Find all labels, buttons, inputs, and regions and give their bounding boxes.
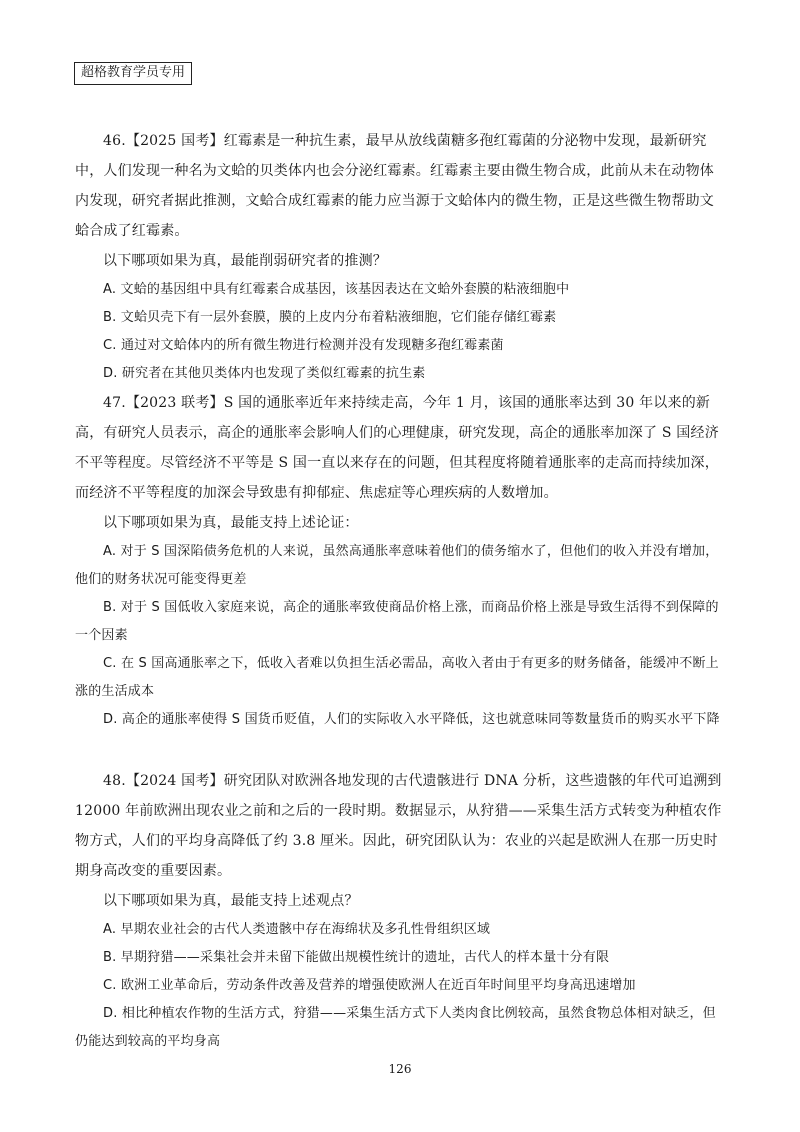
option-c: C. 欧洲工业革命后，劳动条件改善及营养的增强使欧洲人在近百年时间里平均身高迅速增加 xyxy=(103,978,636,993)
option-c: C. 在 S 国高通胀率之下，低收入者难以负担生活必需品，高收入者由于有更多的财务储备，能缓冲不断上涨的生活成本 xyxy=(75,656,719,699)
option-d: D. 相比种植农作物的生活方式，狩猎——采集生活方式下人类肉食比例较高，虽然食物总体相对缺乏，但仍能达到较高的平均身高 xyxy=(75,1006,716,1049)
question-47 xyxy=(75,388,727,734)
question-prompt: 以下哪项如果为真，最能支持上述观点？ xyxy=(103,893,359,909)
option-a: A. 文蛤的基因组中具有红霉素合成基因，该基因表达在文蛤外套膜的粘液细胞中 xyxy=(103,282,570,297)
header-label: 超格教育学员专用 xyxy=(74,62,192,85)
question-stem: 48.【2024 国考】研究团队对欧洲各地发现的古代遗骸进行 DNA 分析，这些遗骸的年代可追溯到 12000 年前欧洲出现农业之前和之后的一段时期。数据显示，从狩猎——采集生活方式转变为种植农作物方式，人们的平均身高降低了约 3.8 厘米。因此，研究团队认为：农业的兴起是欧洲人在那一历史时期身高改变的重要因素。 xyxy=(75,773,722,879)
option-d: D. 高企的通胀率使得 S 国货币贬值，人们的实际收入水平降低，这也就意味同等数量货币的购买水平下降 xyxy=(103,712,720,727)
option-d: D. 研究者在其他贝类体内也发现了类似红霉素的抗生素 xyxy=(103,366,426,381)
question-prompt: 以下哪项如果为真，最能支持上述论证： xyxy=(103,515,359,531)
page-number: 126 xyxy=(388,1062,412,1076)
option-a: A. 对于 S 国深陷债务危机的人来说，虽然高通胀率意味着他们的债务缩水了，但他们的收入并没有增加，他们的财务状况可能变得更差 xyxy=(75,544,719,587)
question-48 xyxy=(75,766,727,1056)
option-b: B. 早期狩猎——采集社会并未留下能做出规模性统计的遗址，古代人的样本量十分有限 xyxy=(103,950,610,965)
option-c: C. 通过对文蛤体内的所有微生物进行检测并没有发现糖多孢红霉素菌 xyxy=(103,338,504,353)
option-b: B. 文蛤贝壳下有一层外套膜，膜的上皮内分布着粘液细胞，它们能存储红霉素 xyxy=(103,310,557,325)
question-prompt: 以下哪项如果为真，最能削弱研究者的推测？ xyxy=(103,253,387,269)
question-stem: 47.【2023 联考】S 国的通胀率近年来持续走高，今年 1 月，该国的通胀率达到 30 年以来的新高，有研究人员表示，高企的通胀率会影响人们的心理健康，研究发现，高企的通胀率加深了 S 国经济不平等程度。尽管经济不平等是 S 国一直以来存在的问题，但其程度将随着通胀率的走高而持续加深，而经济不平等程度的加深会导致患有抑郁症、焦虑症等心理疾病的人数增加。 xyxy=(75,395,719,501)
question-46 xyxy=(75,126,727,388)
question-stem: 46.【2025 国考】红霉素是一种抗生素，最早从放线菌糖多孢红霉菌的分泌物中发现，最新研究中，人们发现一种名为文蛤的贝类体内也会分泌红霉素。红霉素主要由微生物合成，此前从未在动物体内发现，研究者据此推测，文蛤合成红霉素的能力应当源于文蛤体内的微生物，正是这些微生物帮助文蛤合成了红霉素。 xyxy=(75,133,714,239)
option-b: B. 对于 S 国低收入家庭来说，高企的通胀率致使商品价格上涨，而商品价格上涨是导致生活得不到保障的一个因素 xyxy=(75,600,719,643)
option-a: A. 早期农业社会的古代人类遗骸中存在海绵状及多孔性骨组织区域 xyxy=(103,922,491,937)
